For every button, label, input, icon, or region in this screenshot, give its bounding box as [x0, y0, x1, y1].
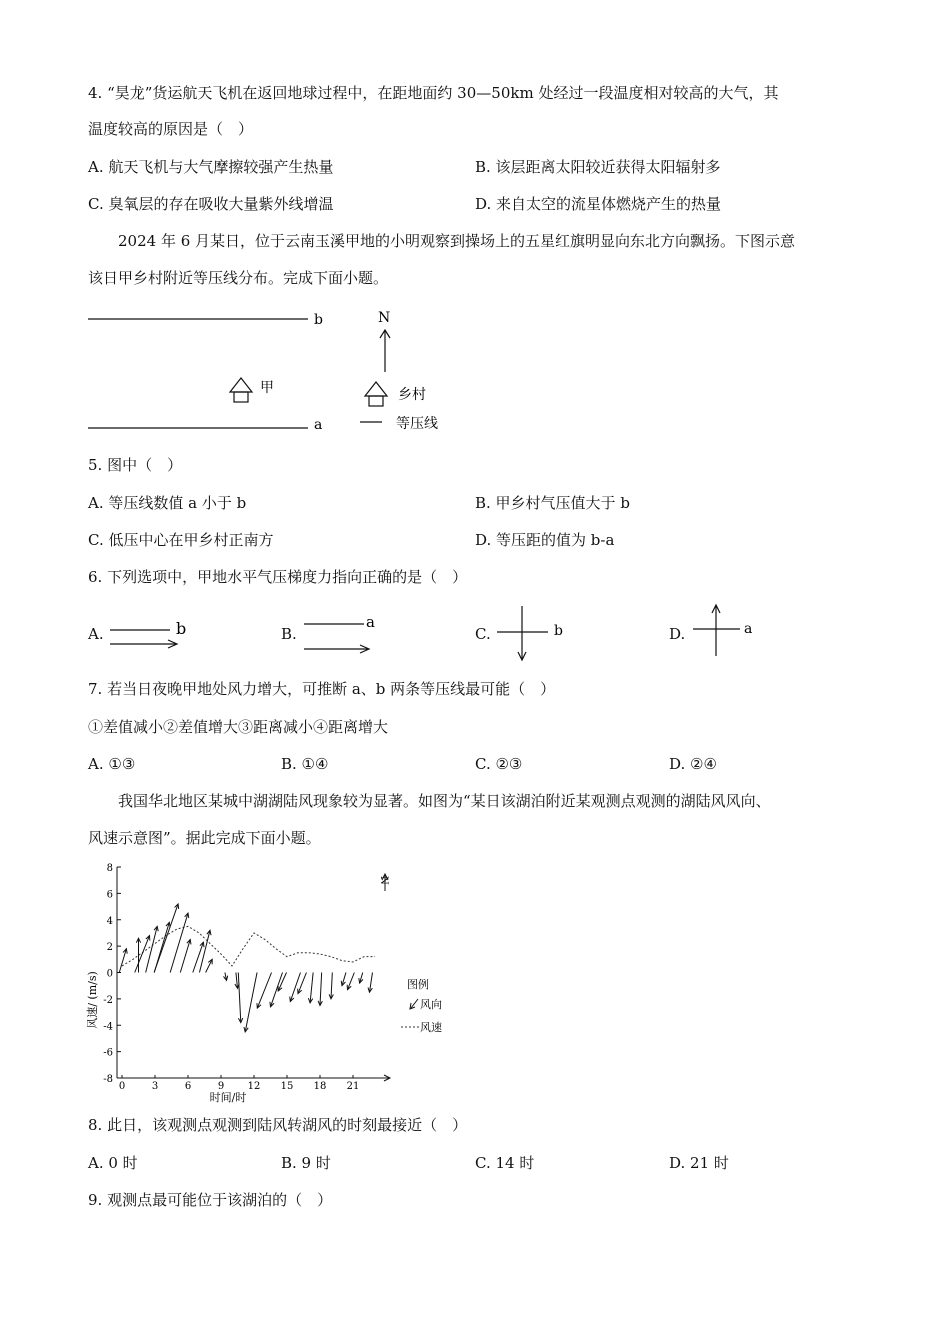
north-label: N — [378, 310, 391, 326]
q5-option-b: B. 甲乡村气压值大于 b — [475, 494, 630, 512]
q4-option-c: C. 臭氧层的存在吸收大量紫外线增温 — [88, 195, 334, 213]
q7-option-d: D. ②④ — [669, 755, 717, 773]
q6-option-b: B. — [281, 625, 297, 643]
q6-stem: 6. 下列选项中，甲地水平气压梯度力指向正确的是（ ） — [88, 568, 468, 586]
wind-direction-arrow — [331, 973, 332, 999]
q6-option-c: C. — [475, 625, 491, 643]
q5-option-d: D. 等压距的值为 b-a — [475, 531, 615, 549]
x-tick-label: 18 — [313, 1081, 327, 1092]
passage2-line1: 我国华北地区某城中湖湖陆风现象较为显著。如图为“某日该湖泊附近某观测点观测的湖陆风风向、 — [118, 792, 771, 810]
isobar-a-label: a — [314, 417, 323, 433]
y-tick-label: 4 — [106, 915, 113, 927]
q7-option-a: A. ①③ — [88, 755, 136, 773]
q8-stem: 8. 此日，该观测点观测到陆风转湖风的时刻最接近（ ） — [88, 1116, 468, 1134]
passage1-line1: 2024 年 6 月某日，位于云南玉溪甲地的小明观察到操场上的五星红旗明显向东北方向飘扬。下图示意 — [118, 232, 796, 250]
y-tick-label: -2 — [103, 994, 113, 1006]
y-tick-label: 0 — [106, 968, 113, 980]
wind-direction-arrow — [271, 973, 283, 1007]
x-tick-label: 9 — [217, 1081, 225, 1092]
q4-option-d: D. 来自太空的流星体燃烧产生的热量 — [475, 195, 722, 213]
x-tick-label: 21 — [346, 1081, 360, 1092]
wind-direction-arrow — [257, 973, 271, 1009]
q6-option-a: A. — [88, 625, 104, 643]
legend-isobar-label: 等压线 — [396, 416, 438, 432]
q5-option-c: C. 低压中心在甲乡村正南方 — [88, 531, 274, 549]
q4-stem-line1: 4. “昊龙”货运航天飞机在返回地球过程中，在距地面约 30—50km 处经过一段温度相对较高的大气，其 — [88, 84, 779, 102]
passage2-line2: 风速示意图”。据此完成下面小题。 — [88, 829, 321, 847]
x-tick-label: 0 — [118, 1081, 126, 1092]
wind-direction-arrow — [193, 942, 204, 972]
q6-d-label: a — [744, 621, 753, 637]
q7-option-b: B. ①④ — [281, 755, 329, 773]
wind-direction-arrow — [119, 949, 126, 973]
q6-b-label: a — [366, 613, 375, 631]
x-tick-label: 15 — [280, 1081, 294, 1092]
q7-option-c: C. ②③ — [475, 755, 523, 773]
wind-speed-line — [122, 926, 375, 966]
wind-direction-arrow — [146, 926, 158, 972]
wind-direction-arrow — [310, 973, 313, 1003]
q8-option-b: B. 9 时 — [281, 1154, 331, 1172]
y-tick-label: 8 — [106, 863, 113, 874]
wind-direction-arrow — [320, 973, 322, 1006]
q9-stem: 9. 观测点最可能位于该湖泊的（ ） — [88, 1191, 333, 1209]
q5-option-a: A. 等压线数值 a 小于 b — [88, 494, 247, 512]
legend-title: 图例 — [407, 978, 429, 991]
passage1-line2: 该日甲乡村附近等压线分布。完成下面小题。 — [88, 269, 389, 287]
wind-direction-arrow — [154, 904, 178, 973]
q7-items: ①差值减小②差值增大③距离减小④距离增大 — [88, 718, 389, 736]
q4-stem-line2: 温度较高的原因是（ ） — [88, 120, 254, 138]
wind-direction-arrow — [238, 973, 241, 1023]
wind-direction-arrow — [170, 913, 188, 972]
legend-direction-label: 风向 — [420, 998, 442, 1011]
q6-option-d: D. — [669, 625, 686, 643]
x-tick-label: 6 — [184, 1081, 192, 1092]
q6-c-label: b — [554, 623, 563, 639]
isobar-b-label: b — [314, 312, 323, 328]
wind-direction-arrow — [290, 973, 300, 1002]
village-jia-label: 甲 — [260, 380, 274, 396]
wind-direction-arrow — [245, 973, 257, 1032]
chart-north-label: N — [378, 876, 389, 885]
chart-xlabel: 时间/时 — [209, 1091, 247, 1104]
y-tick-label: 6 — [106, 889, 113, 901]
y-tick-label: -4 — [103, 1021, 113, 1033]
q5-stem: 5. 图中（ ） — [88, 456, 183, 474]
y-tick-label: -6 — [103, 1047, 113, 1059]
y-tick-label: -8 — [103, 1074, 113, 1085]
legend-village-label: 乡村 — [398, 387, 426, 403]
y-tick-label: 2 — [106, 942, 113, 954]
q8-option-c: C. 14 时 — [475, 1154, 535, 1172]
legend-speed-label: 风速 — [420, 1021, 442, 1034]
x-tick-label: 3 — [151, 1081, 159, 1092]
q4-option-a: A. 航天飞机与大气摩擦较强产生热量 — [88, 158, 334, 176]
q4-option-b: B. 该层距离太阳较近获得太阳辐射多 — [475, 158, 721, 176]
wind-direction-arrow — [180, 940, 190, 973]
legend-direction-icon — [411, 999, 418, 1008]
chart-ylabel: 风速/ (m/s) — [86, 971, 99, 1029]
q6-a-label: b — [176, 619, 187, 638]
q7-stem: 7. 若当日夜晚甲地处风力增大，可推断 a、b 两条等压线最可能（ ） — [88, 680, 556, 698]
q8-option-d: D. 21 时 — [669, 1154, 729, 1172]
x-tick-label: 12 — [247, 1081, 261, 1092]
q8-option-a: A. 0 时 — [88, 1154, 138, 1172]
